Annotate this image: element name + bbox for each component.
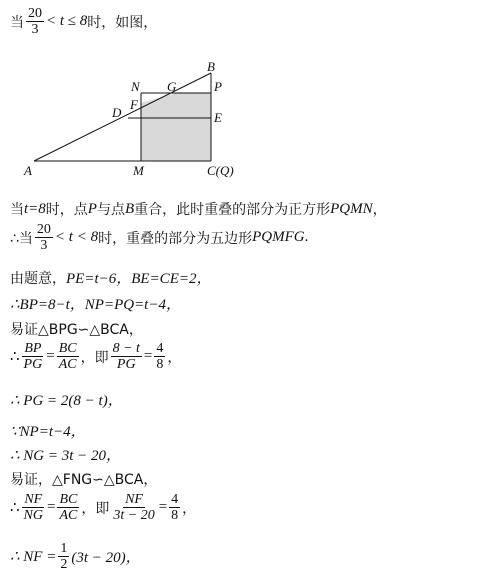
label-A: A	[24, 163, 32, 178]
fraction-20-over-3: $\frac{20}{3}$	[36, 222, 51, 253]
line-nf: ∴ NF = $\frac{1}{2}$ (3t − 20)，	[10, 541, 141, 572]
geometry-figure	[0, 0, 494, 190]
line-np: ∵NP=t−4，	[10, 424, 86, 440]
line-similar-2: 易证，△FNG∽△BCA，	[10, 472, 158, 488]
fraction-8-minus-t-pg: $\frac{8 - t}{PG}$	[112, 341, 140, 372]
line-t-equals-8: 当 t=8 时，点 P 与点 B 重合，此时重叠的部分为正方形 PQMN ，	[10, 200, 387, 218]
label-N: N	[131, 79, 140, 94]
label-D: D	[112, 105, 122, 120]
fraction-nf-3t-20: $\frac{NF}{3t - 20}$	[113, 492, 155, 523]
fraction-bc-ac: $\frac{BC}{AC}$	[58, 341, 77, 372]
fraction-4-over-8: $\frac{4}{8}$	[156, 341, 164, 372]
line-ratio-2: ∴ $\frac{NF}{NG}$ = $\frac{BC}{AC}$ ，即 $\frac{NF}{3t - 20}$ = $\frac{4}{8}$ ，	[10, 492, 197, 523]
line-ng: ∴ NG = 3t − 20，	[10, 448, 122, 464]
line-condition-1: 当 $\frac{20}{3}$ < t ≤ 8 时，如图，	[10, 6, 158, 37]
fraction-nf-ng: $\frac{NF}{NG}$	[23, 492, 43, 523]
label-E: E	[214, 110, 222, 125]
label-P: P	[214, 79, 222, 94]
line-similar-1: 易证△BPG∽△BCA，	[10, 322, 143, 338]
fraction-1-over-2: $\frac{1}{2}$	[60, 541, 68, 572]
line-ratio-1: ∴ $\frac{BP}{PG}$ = $\frac{BC}{AC}$ ，即 $\frac{8 - t}{PG}$ = $\frac{4}{8}$ ，	[10, 341, 182, 372]
fraction-4-over-8: $\frac{4}{8}$	[171, 492, 179, 523]
label-F: F	[130, 97, 138, 112]
label-C-Q: C(Q)	[207, 163, 234, 178]
line-condition-2: ∴当 $\frac{20}{3}$ < t < 8 时，重叠的部分为五边形 PQMFG .	[10, 222, 309, 253]
shaded-overlap-region	[141, 93, 211, 161]
fraction-bp-pg: $\frac{BP}{PG}$	[23, 341, 43, 372]
label-B: B	[207, 59, 215, 74]
fraction-20-over-3: $\frac{20}{3}$	[28, 6, 42, 37]
line-pg: ∴ PG = 2(8 − t)，	[10, 393, 123, 409]
fraction-bc-ac: $\frac{BC}{AC}$	[59, 492, 78, 523]
line-given: 由题意， PE=t−6，BE=CE=2，	[10, 270, 212, 287]
line-bp-np: ∴BP=8−t，NP=PQ=t−4，	[10, 297, 181, 313]
label-M: M	[133, 163, 144, 178]
label-G: G	[167, 79, 177, 94]
